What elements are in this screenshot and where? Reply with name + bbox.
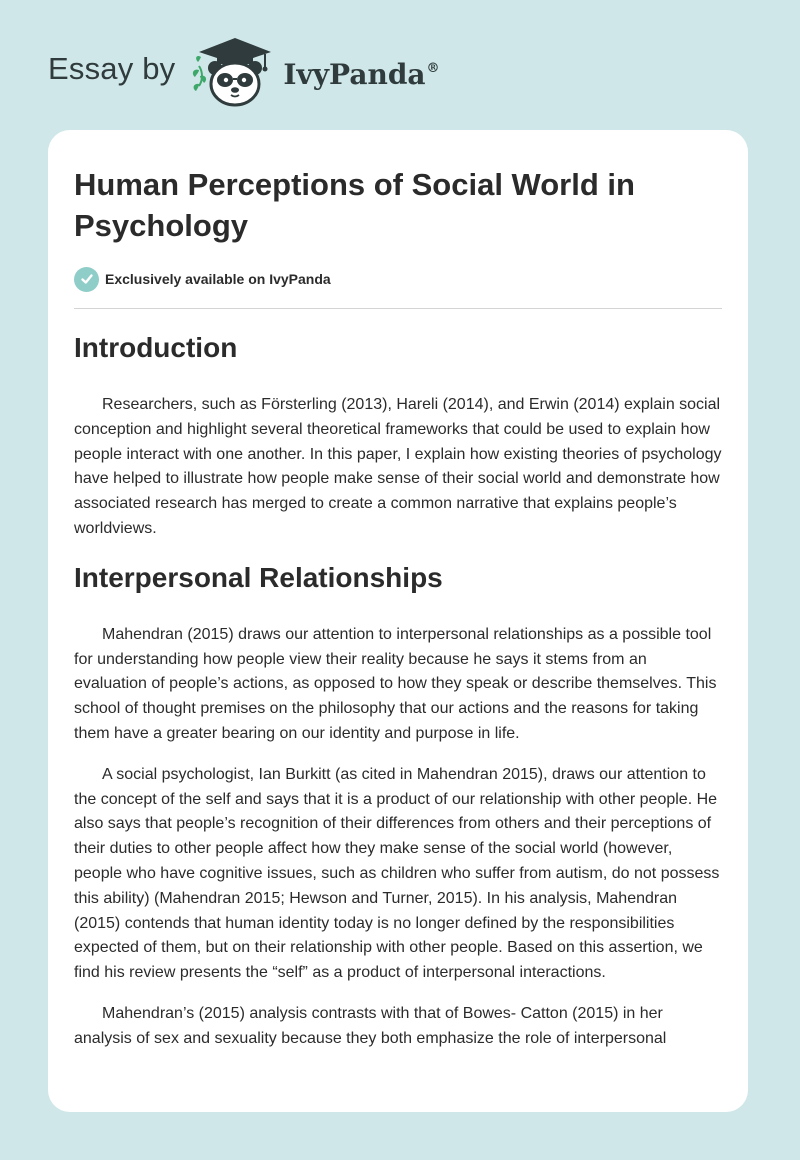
section-heading-introduction: Introduction	[74, 332, 238, 363]
divider	[74, 308, 722, 309]
brand-logo[interactable]	[48, 36, 440, 108]
panda-logo-icon	[189, 36, 281, 108]
ivy-leaf-icon	[193, 56, 206, 91]
paragraph: Mahendran’s (2015) analysis contrasts with that of Bowes- Catton (2015) in her analysis of sex and sexuality because they both emphasize the role of interpersonal	[74, 1004, 667, 1047]
site-header	[0, 0, 800, 130]
paragraph: Researchers, such as Försterling (2013), Hareli (2014), and Erwin (2014) explain social conception and highlight several theoretical frameworks that could be used to explain how people interact with one another. In this paper, I explain how existing theories of psychology have helped to illustrate how people make sense of their social world and demonstrate how associated research has merged to create a common narrative that explains people’s worldviews.	[74, 396, 722, 537]
exclusive-label: Exclusively available on IvyPanda	[105, 271, 331, 287]
exclusive-badge	[74, 266, 722, 292]
registered-mark: ®	[426, 60, 440, 76]
brand-name	[283, 58, 439, 91]
check-icon	[74, 267, 99, 292]
paragraph: A social psychologist, Ian Burkitt (as cited in Mahendran 2015), draws our attention to the concept of the self and says that it is a product of our relationship with other people. He also says that people’s recognition of their differences from others and their perceptions of their duties to other people affect how they make sense of the social world (however, people who have cognitive issues, such as children who suffer from autism, do not possess this ability) (Mahendran 2015; Hewson and Turner, 2015). In his analysis, Mahendran (2015) contends that human identity today is no longer defined by the responsibilities expected of them, but on their relationship with other people. Based on this assertion, we find his review presents the “self” as a product of interpersonal interactions.	[74, 765, 720, 982]
brand-name-text: IvyPanda	[283, 57, 426, 91]
essay-by-label: Essay by	[48, 51, 176, 86]
section-heading-interpersonal-relationships: Interpersonal Relationships	[74, 561, 443, 593]
essay-card	[48, 130, 748, 1112]
essay-content	[74, 130, 722, 1052]
paragraph: Mahendran (2015) draws our attention to interpersonal relationships as a possible tool for understanding how people view their reality because he says it stems from an evaluation of people’s actions, as opposed to how they speak or describe themselves. This school of thought premises on the philosophy that our actions and the reasons for taking them have a greater bearing on our identity and purpose in life.	[74, 625, 717, 742]
page-title: Human Perceptions of Social World in Psychology	[74, 167, 635, 243]
